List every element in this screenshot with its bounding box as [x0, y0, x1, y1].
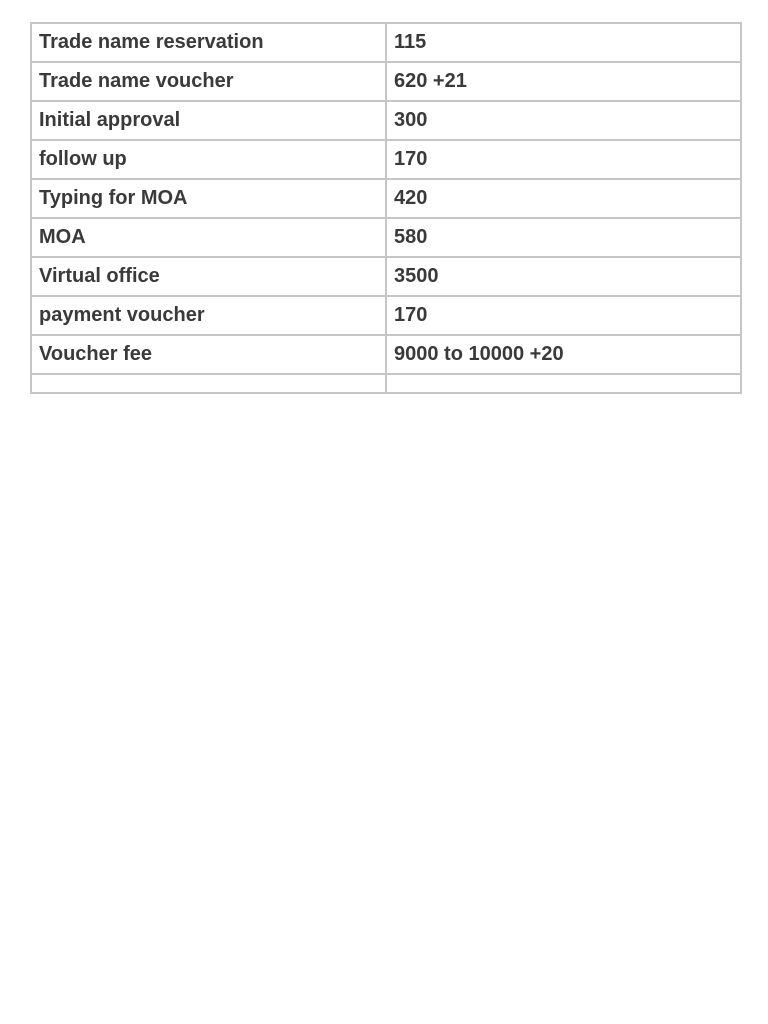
row-label[interactable]: MOA [31, 218, 386, 257]
row-value[interactable]: 170 [386, 296, 741, 335]
row-value[interactable]: 3500 [386, 257, 741, 296]
row-value[interactable]: 620 +21 [386, 62, 741, 101]
row-value[interactable]: 300 [386, 101, 741, 140]
row-label[interactable]: Typing for MOA [31, 179, 386, 218]
row-value[interactable]: 580 [386, 218, 741, 257]
table-row [31, 62, 741, 101]
row-value[interactable]: 115 [386, 23, 741, 62]
row-label[interactable]: Virtual office [31, 257, 386, 296]
row-label[interactable]: follow up [31, 140, 386, 179]
row-label[interactable]: Trade name reservation [31, 23, 386, 62]
row-label[interactable]: payment voucher [31, 296, 386, 335]
row-value[interactable]: 420 [386, 179, 741, 218]
fee-table-body [31, 23, 741, 393]
table-row [31, 257, 741, 296]
row-label[interactable] [31, 374, 386, 393]
table-row [31, 23, 741, 62]
table-row [31, 296, 741, 335]
row-value[interactable]: 9000 to 10000 +20 [386, 335, 741, 374]
row-label[interactable]: Initial approval [31, 101, 386, 140]
table-row [31, 101, 741, 140]
table-row [31, 179, 741, 218]
table-row [31, 140, 741, 179]
table-row-empty [31, 374, 741, 393]
row-label[interactable]: Voucher fee [31, 335, 386, 374]
table-row [31, 335, 741, 374]
fee-table [30, 22, 742, 394]
row-value[interactable] [386, 374, 741, 393]
row-label[interactable]: Trade name voucher [31, 62, 386, 101]
table-row [31, 218, 741, 257]
row-value[interactable]: 170 [386, 140, 741, 179]
